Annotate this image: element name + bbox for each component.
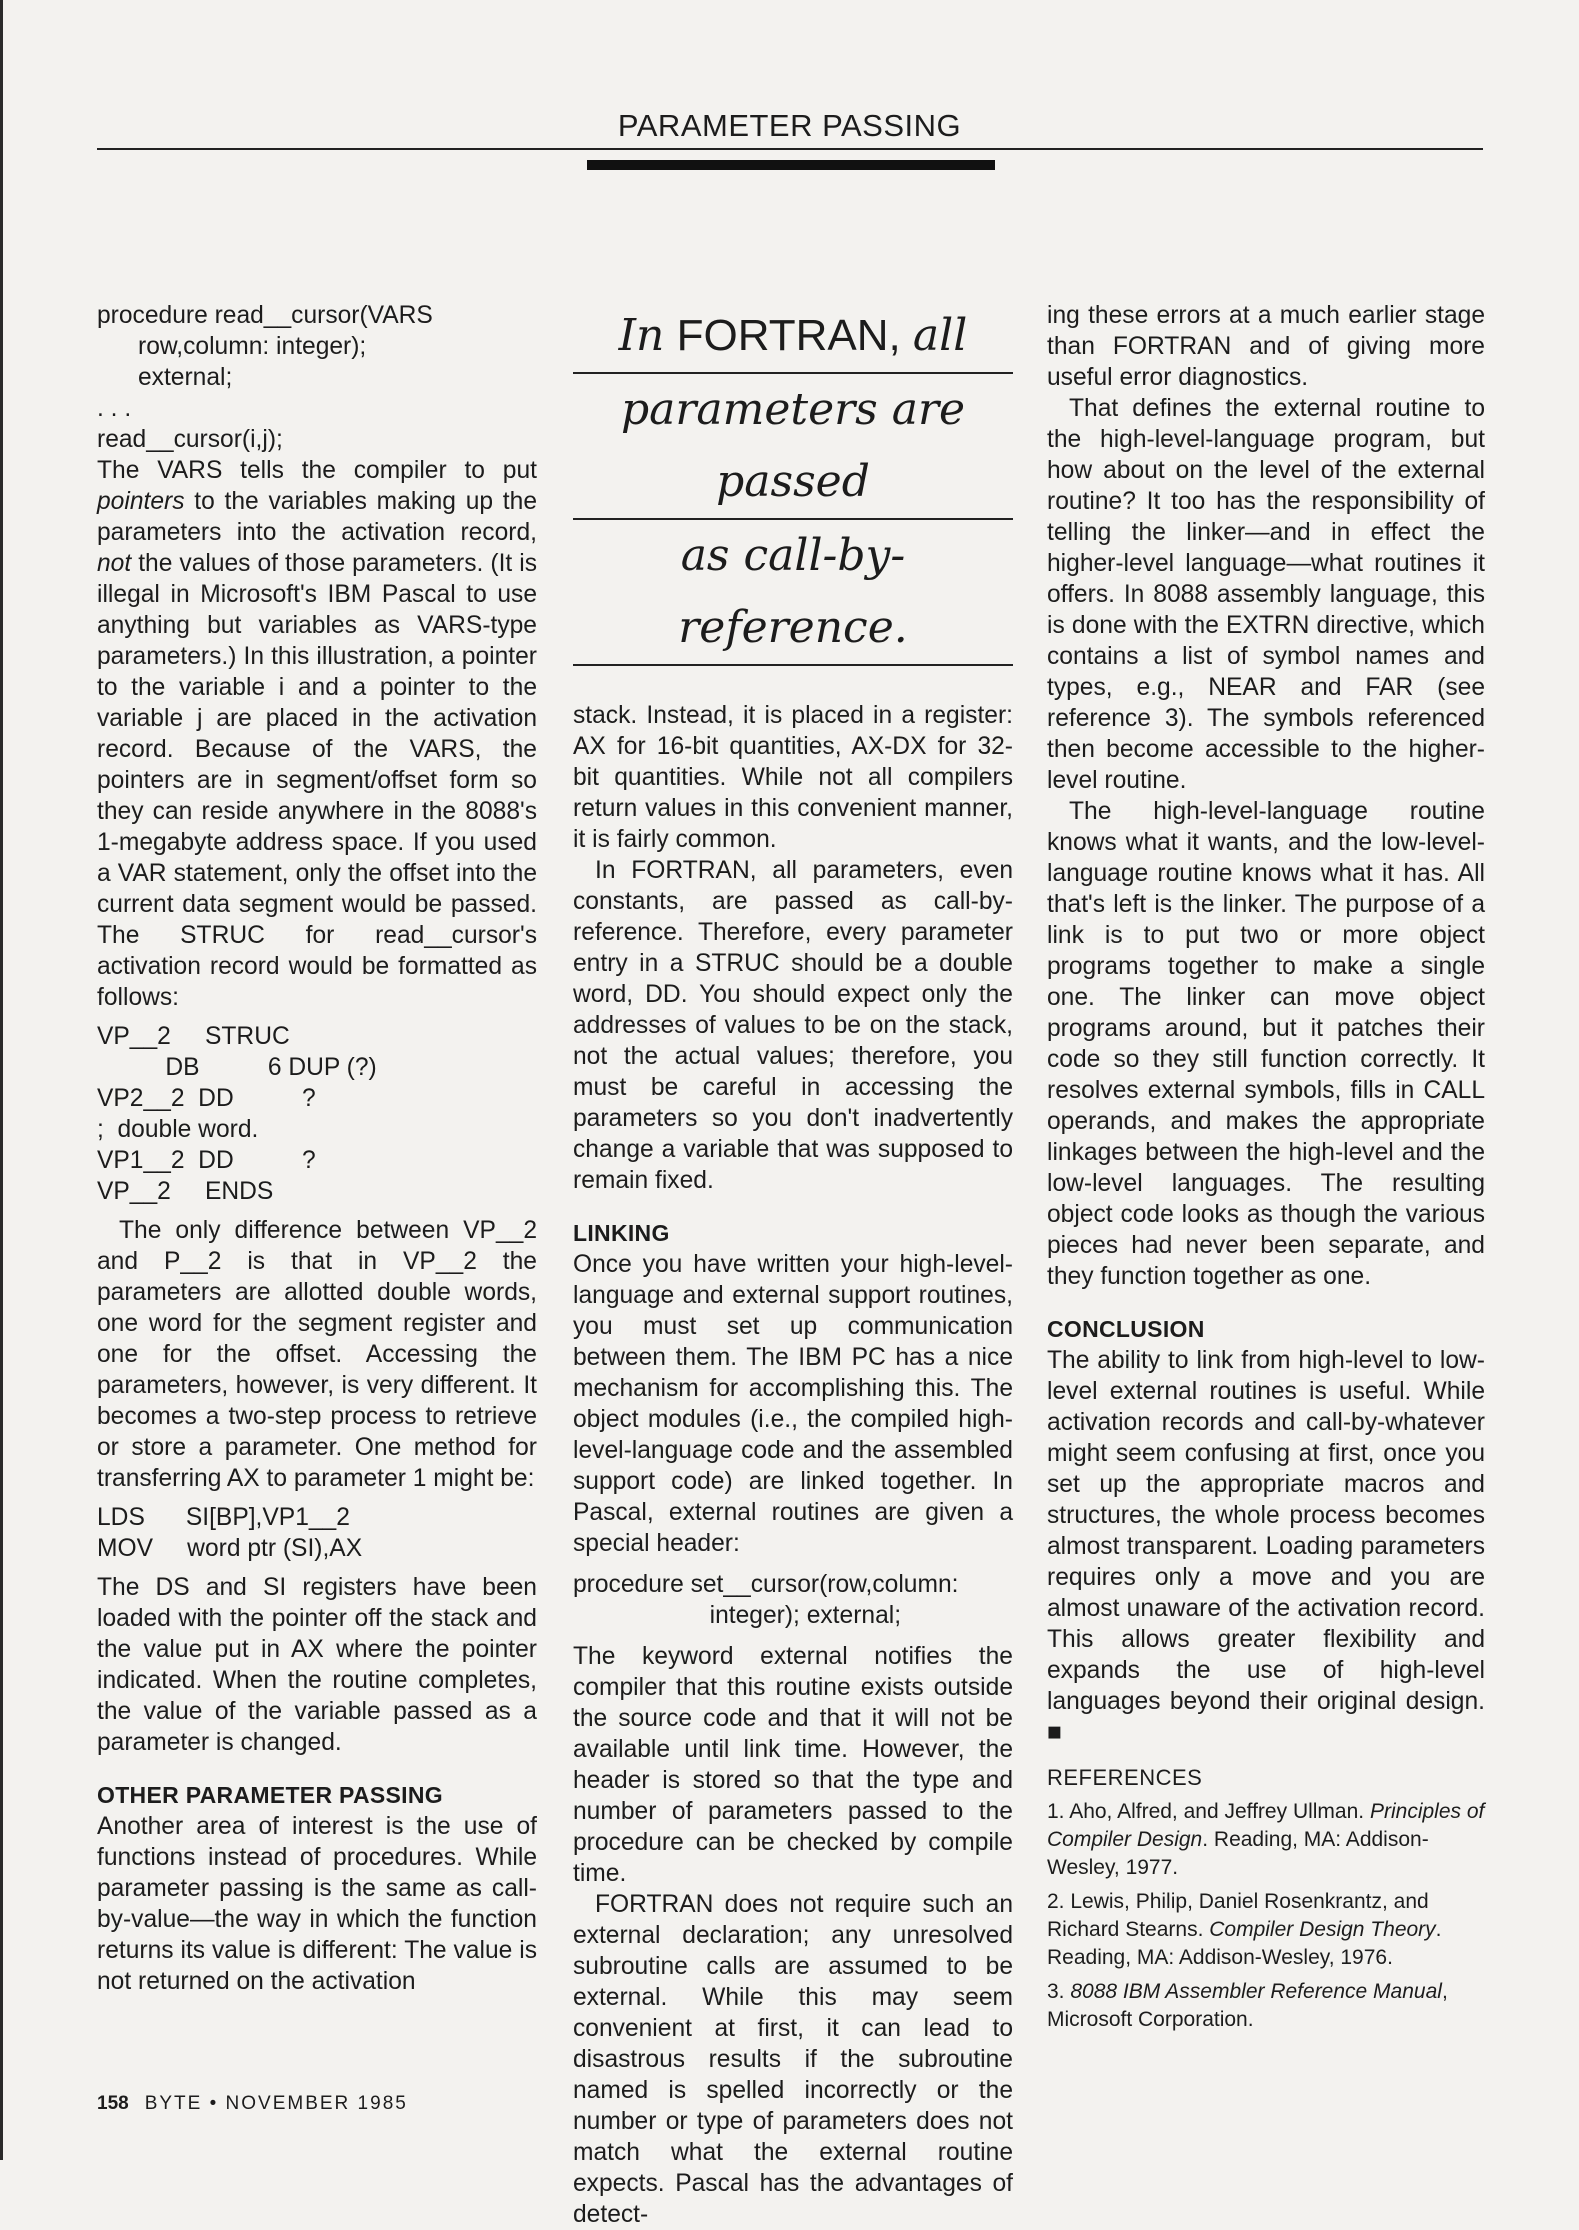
- heading-conclusion: CONCLUSION: [1047, 1316, 1205, 1342]
- paragraph-external-routine: That defines the external routine to the high-level-language program, but how about on the level of the external routine? It too has the responsibility of telling the linker—and in effect the higher-level language—what routines it offers. In 8088 assembly language, this is done with the EXTRN directive, which contains a list of symbol names and types, e.g., NEAR and FAR (see reference 3). The symbols referenced then become accessible to the higher-level routine.: [1047, 395, 1485, 794]
- reference-1: 1. Aho, Alfred, and Jeffrey Ullman. Principles of Compiler Design. Reading, MA: Addison-Wesley, 1977.: [1047, 1800, 1485, 1879]
- code-lds-mov: LDS SI[BP],VP1__2 MOV word ptr (SI),AX: [97, 1504, 363, 1562]
- reference-2: 2. Lewis, Philip, Daniel Rosenkrantz, and Richard Stearns. Compiler Design Theory. Reading, MA: Addison-Wesley, 1976.: [1047, 1890, 1442, 1969]
- references-heading: REFERENCES: [1047, 1765, 1203, 1790]
- pull-quote-line-1: In FORTRAN, all: [618, 310, 968, 361]
- code-read-cursor-declaration: procedure read__cursor(VARS row,column: integer); external; . . . read__cursor(i,j);: [97, 302, 433, 453]
- column-2: [573, 300, 1013, 2230]
- emphasis-pointers: pointers: [97, 488, 185, 515]
- code-set-cursor: procedure set__cursor(row,column: integer); external;: [573, 1571, 959, 1629]
- paragraph-external-keyword: The keyword external notifies the compiler that this routine exists outside the source code and that it will not be available until link time. However, the header is stored so that the type and number of parameters passed to the procedure can be checked by compile time.: [573, 1643, 1013, 1887]
- pull-quote-line-2: parameters are passed: [620, 384, 966, 507]
- header-rule: [97, 148, 1483, 150]
- column-3: [1047, 300, 1485, 2034]
- heading-other-parameter-passing: OTHER PARAMETER PASSING: [97, 1782, 443, 1808]
- code-struc-listing: VP__2 STRUC DB 6 DUP (?) VP2__2 DD ? ; double word. VP1__2 DD ? VP__2 ENDS: [97, 1023, 377, 1205]
- page-number: 158: [97, 2093, 129, 2114]
- running-head: PARAMETER PASSING: [617, 108, 962, 143]
- paragraph-errors: ing these errors at a much earlier stage than FORTRAN and of giving more useful error diagnostics.: [1047, 302, 1485, 391]
- paragraph-linker: The high-level-language routine knows what it wants, and the low-level-language routine knows what it has. All that's left is the linker. The purpose of a link is to put two or more object programs together to make a single one. The linker can move object programs around, but it patches their code so they still function correctly. It resolves external symbols, fills in CALL operands, and makes the appropriate linkages between the high-level and the low-level languages. The resulting object code looks as though the various pieces had never been separate, and they function together as one.: [1047, 798, 1485, 1290]
- pull-quote-line-3: as call-by-reference.: [678, 530, 908, 653]
- paragraph-conclusion: The ability to link from high-level to low-level external routines is useful. While activation records and call-by-whatever might seem confusing at first, once you set up the appropriate macros and structures, the whole process becomes almost transparent. Loading parameters requires only a move and you are almost unaware of the activation record. This allows greater flexibility and expands the use of high-level languages beyond their original design. ■: [1047, 1347, 1485, 1746]
- paragraph-ds-si: The DS and SI registers have been loaded with the pointer off the stack and the value put in AX where the pointer indicated. When the routine completes, the value of the variable passed as a parameter is changed.: [97, 1574, 537, 1756]
- paragraph-stack: stack. Instead, it is placed in a register: AX for 16-bit quantities, AX-DX for 32-bit quantities. While not all compilers return values in this convenient manner, it is fairly common.: [573, 702, 1013, 853]
- paragraph-difference: The only difference between VP__2 and P__2 is that in VP__2 the parameters are allotted double words, one word for the segment register and one for the offset. Accessing the parameters, however, is very different. It becomes a two-step process to retrieve or store a parameter. One method for transferring AX to parameter 1 might be:: [97, 1217, 537, 1492]
- paragraph-functions: Another area of interest is the use of functions instead of procedures. While parameter passing is the same as call-by-value—the way in which the function returns its value is different: The value is not returned on the activation: [97, 1813, 537, 1995]
- heading-linking: LINKING: [573, 1220, 670, 1246]
- emphasis-not: not: [97, 550, 132, 577]
- magazine-issue: BYTE • NOVEMBER 1985: [144, 2093, 408, 2114]
- paragraph-fortran-external: FORTRAN does not require such an external declaration; any unresolved subroutine calls are assumed to be external. While this may seem convenient at first, it can lead to disastrous results if the subroutine named is spelled incorrectly or the number or type of parameters does not match what the external routine expects. Pascal has the advantages of detect-: [573, 1891, 1013, 2228]
- pull-quote: [573, 300, 1013, 666]
- paragraph-fortran: In FORTRAN, all parameters, even constants, are passed as call-by-reference. Therefore, every parameter entry in a STRUC should be a double word, DD. You should expect only the addresses of values to be on the stack, not the actual values; therefore, you must be careful in accessing the parameters so you don't inadvertently change a variable that was supposed to remain fixed.: [573, 857, 1013, 1194]
- references: [1047, 1764, 1485, 2034]
- paragraph-vars: The VARS tells the compiler to put pointers to the variables making up the parameters into the activation record, not the values of those parameters. (It is illegal in Microsoft's IBM Pascal to use anything but variables as VARS-type parameters.) In this illustration, a pointer to the variable i and a pointer to the variable j are placed in the activation record. Because of the VARS, the pointers are in segment/offset form so they can reside anywhere in the 8088's 1-megabyte address space. If you used a VAR statement, only the offset into the current data segment would be passed. The STRUC for read__cursor's activation record would be formatted as follows:: [97, 457, 537, 1011]
- page-footer: [97, 2093, 408, 2115]
- end-mark: ■: [1047, 1719, 1062, 1746]
- page-edge: [0, 0, 3, 2160]
- paragraph-linking: Once you have written your high-level-language and external support routines, you must set up communication between them. The IBM PC has a nice mechanism for accomplishing this. The object modules (i.e., the compiled high-level-language code and the assembled support code) are linked together. In Pascal, external routines are given a special header:: [573, 1251, 1013, 1557]
- header-bar: [587, 160, 995, 170]
- pull-quote-rule: [573, 664, 1013, 666]
- column-1: [97, 300, 537, 1997]
- reference-3: 3. 8088 IBM Assembler Reference Manual, Microsoft Corporation.: [1047, 1980, 1448, 2031]
